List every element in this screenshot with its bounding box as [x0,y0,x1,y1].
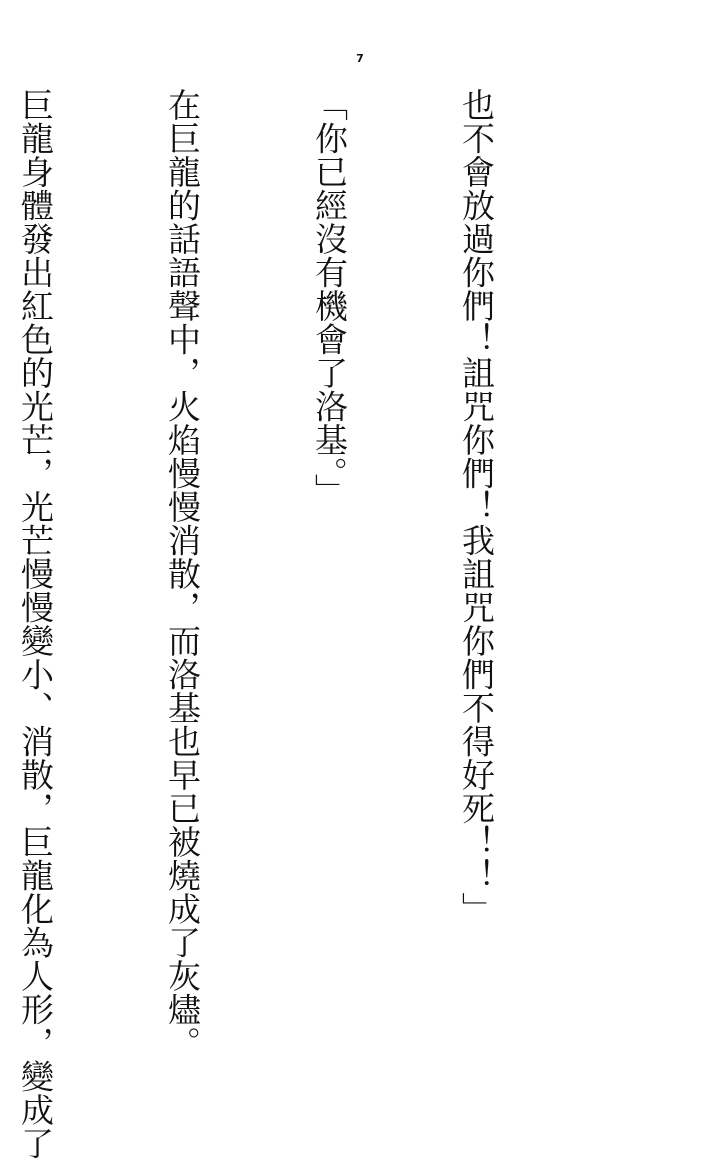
text-line: 也不會放過你們！詛咒你們！我詛咒你們不得好死！！」 [457,88,496,926]
text-line: 在巨龍的話語聲中，火焰慢慢消散，而洛基也早已被燒成了灰燼。 [163,88,202,1060]
vertical-text-block [0,88,599,1160]
page-number: 7 [356,52,364,65]
text-line: 「你已經沒有機會了洛基。」 [310,88,349,507]
text-line: 巨龍身體發出紅色的光芒，光芒慢慢變小、消散，巨龍化為人形，變成了 [16,88,55,1160]
